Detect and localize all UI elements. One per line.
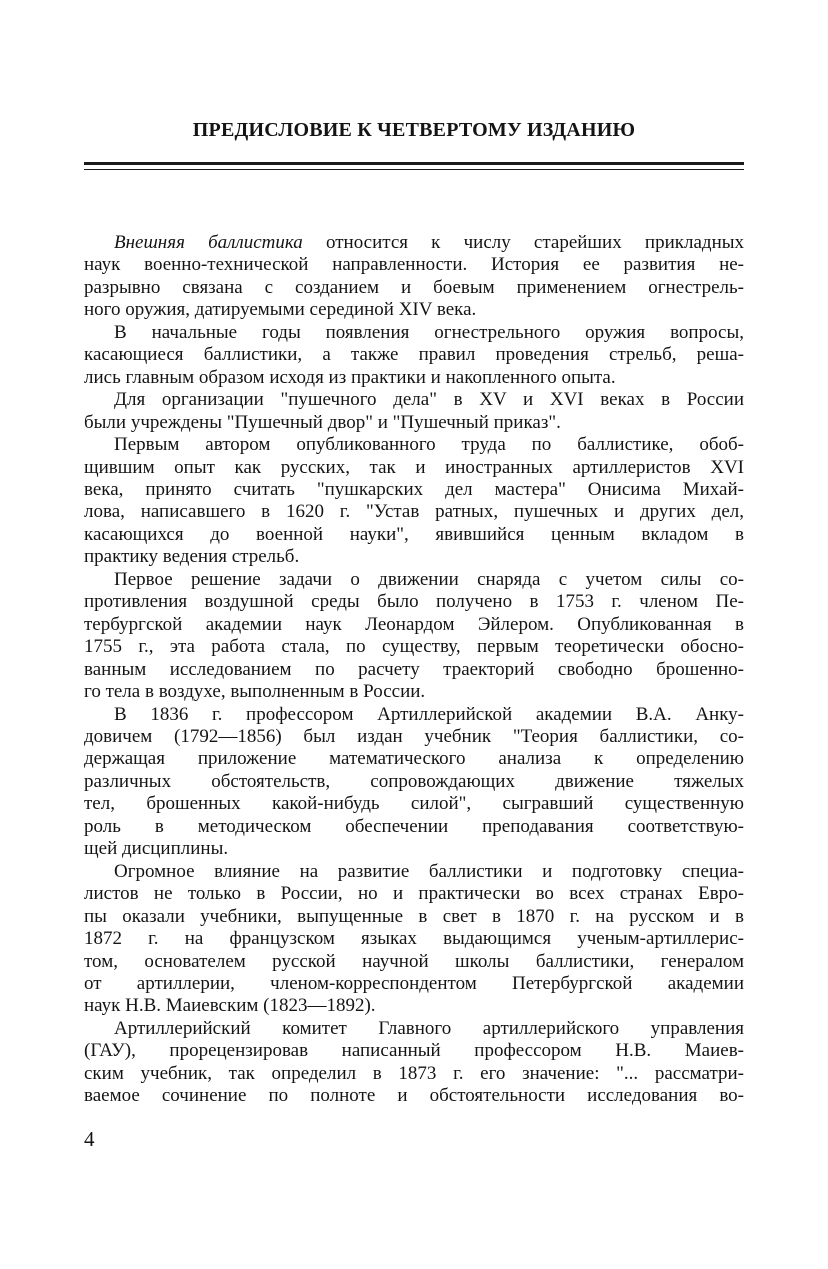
text-line: Внешняя баллистика относится к числу старейших прикладных	[114, 232, 744, 253]
italic-term: Внешняя баллистика	[114, 232, 303, 253]
text-line: Для организации "пушечного дела" в XV и XVI веках в России	[114, 389, 744, 411]
text-line: щей дисциплины.	[84, 838, 229, 860]
text-line: тербургской академии наук Леонардом Эйлером. Опубликованная в	[84, 613, 744, 635]
text-line: 1872 г. на французском языках выдающимся ученым-артиллерис-	[84, 928, 744, 950]
text-line: Огромное влияние на развитие баллистики и подготовку специа-	[114, 860, 744, 882]
paragraph	[84, 434, 744, 569]
text-line: противления воздушной среды было получено в 1753 г. членом Пе-	[84, 591, 744, 613]
text-line: наук военно-технической направленности. История ее развития не-	[84, 254, 744, 276]
paragraph	[84, 704, 744, 861]
text-line: наук Н.В. Маиевским (1823—1892).	[84, 995, 376, 1017]
text-line: пы оказали учебники, выпущенные в свет в 1870 г. на русском и в	[84, 905, 744, 927]
text-line: ного оружия, датируемыми серединой XIV века.	[84, 299, 477, 321]
text-line: от артиллерии, членом-корреспондентом Петербургской академии	[84, 972, 744, 994]
text-line: практику ведения стрельб.	[84, 546, 300, 568]
paragraph	[84, 569, 744, 704]
text-line: В 1836 г. профессором Артиллерийской академии В.А. Анку-	[114, 703, 744, 725]
paragraph	[84, 232, 744, 322]
paragraph	[84, 861, 744, 1018]
text-line: 1755 г., эта работа стала, по существу, первым теоретически обосно-	[84, 636, 744, 658]
chapter-title: ПРЕДИСЛОВИЕ К ЧЕТВЕРТОМУ ИЗДАНИЮ	[192, 119, 636, 141]
text-line: го тела в воздухе, выполненным в России.	[84, 681, 426, 703]
text-line: роль в методическом обеспечении преподавания соответствую-	[84, 815, 744, 837]
text-line: касающихся до военной науки", явившийся ценным вкладом в	[84, 523, 744, 545]
title-rule-thin	[84, 169, 744, 170]
text-line: том, основателем русской научной школы баллистики, генералом	[84, 950, 744, 972]
body-text	[84, 232, 744, 1108]
text-line: довичем (1792—1856) был издан учебник "Теория баллистики, со-	[84, 725, 744, 747]
text-line: В начальные годы появления огнестрельного оружия вопросы,	[114, 321, 744, 343]
text-line: Артиллерийский комитет Главного артиллерийского управления	[114, 1017, 744, 1039]
text-line: века, принято считать "пушкарских дел мастера" Онисима Михай-	[84, 478, 744, 500]
text-line: листов не только в России, но и практически во всех странах Евро-	[84, 883, 744, 905]
text-line: (ГАУ), прорецензировав написанный профессором Н.В. Маиев-	[84, 1040, 744, 1062]
text-line: разрывно связана с созданием и боевым применением огнестрель-	[84, 276, 744, 298]
page-number: 4	[84, 1127, 95, 1151]
paragraph	[84, 1018, 744, 1108]
text-line: касающиеся баллистики, а также правил проведения стрельб, реша-	[84, 344, 744, 366]
text-line: были учреждены "Пушечный двор" и "Пушечный приказ".	[84, 411, 561, 433]
text-line: различных обстоятельств, сопровождающих движение тяжелых	[84, 770, 744, 792]
text-line: лись главным образом исходя из практики и накопленного опыта.	[84, 366, 616, 388]
text-line: ским учебник, так определил в 1873 г. его значение: "... рассматри-	[84, 1062, 744, 1084]
paragraph	[84, 389, 744, 434]
text-line: ваемое сочинение по полноте и обстоятельности исследования во-	[84, 1085, 744, 1107]
text-line: Первым автором опубликованного труда по баллистике, обоб-	[114, 434, 744, 456]
title-rule-thick	[84, 162, 744, 165]
text-line: Первое решение задачи о движении снаряда с учетом силы со-	[114, 568, 744, 590]
text-line: тел, брошенных какой-нибудь силой", сыгравший существенную	[84, 793, 744, 815]
paragraph	[84, 322, 744, 389]
text-line: щившим опыт как русских, так и иностранных артиллеристов XVI	[84, 456, 744, 478]
text-line: держащая приложение математического анализа к определению	[84, 748, 744, 770]
text-line: лова, написавшего в 1620 г. "Устав ратных, пушечных и других дел,	[84, 501, 744, 523]
text-line: ванным исследованием по расчету траекторий свободно брошенно-	[84, 658, 744, 680]
